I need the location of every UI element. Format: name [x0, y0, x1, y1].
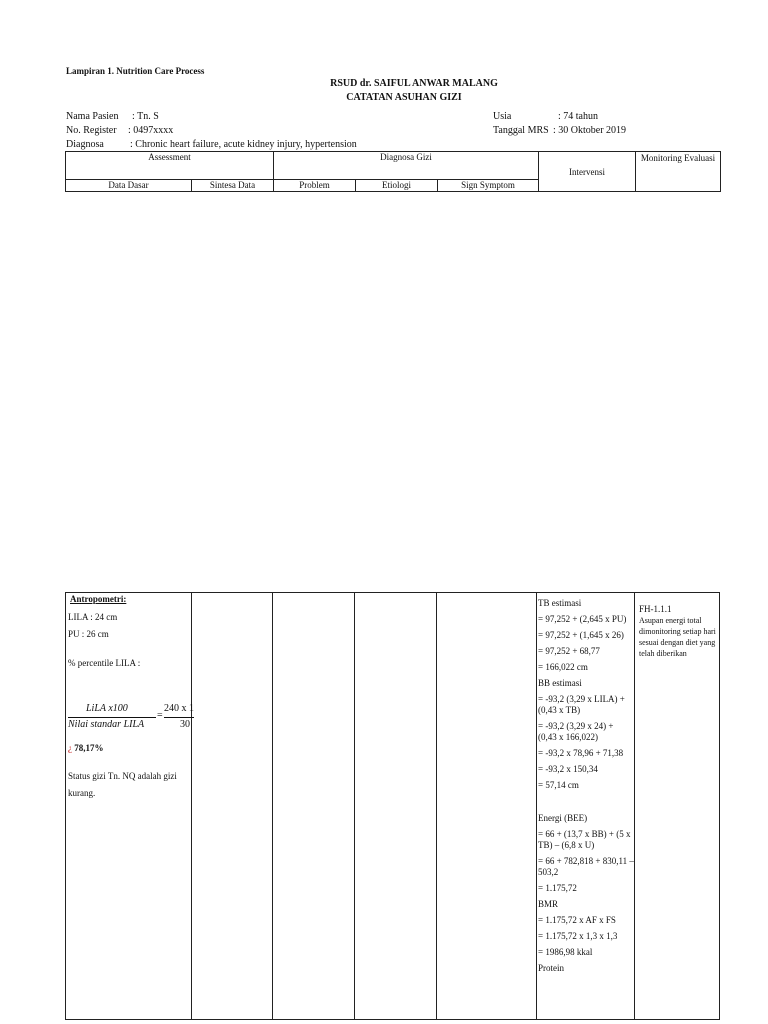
pu-value: PU : 26 cm: [68, 629, 109, 639]
document-title: CATATAN ASUHAN GIZI: [346, 92, 462, 103]
intervensi-header: Intervensi: [539, 152, 636, 192]
formula-denominator: Nilai standar LILA: [68, 719, 145, 730]
formula-equals: =: [157, 710, 163, 721]
antropometri-heading: Antropometri:: [70, 594, 127, 604]
problem-header: Problem: [274, 180, 356, 192]
diagnosa-gizi-header: Diagnosa Gizi: [274, 152, 539, 180]
mrs-date-label: Tanggal MRS: [493, 125, 549, 136]
intervensi-line: = 1986,98 kkal: [538, 947, 593, 957]
attachment-title: Lampiran 1. Nutrition Care Process: [66, 66, 205, 76]
formula-rhs-numerator: 240 x 1: [164, 703, 194, 714]
lila-value: LILA : 24 cm: [68, 612, 118, 622]
monitoring-code: FH-1.1.1: [639, 604, 672, 614]
monitoring-text: Asupan energi total dimonitoring setiap hari sesuai dengan diet yang telah diberikan: [639, 616, 716, 658]
diagnosis-label: Diagnosa: [66, 139, 104, 150]
data-dasar-header: Data Dasar: [66, 180, 192, 192]
intervensi-line: = 66 + (13,7 x BB) + (5 x TB) – (6,8 x U): [538, 829, 631, 850]
intervensi-line: = 97,252 + (1,645 x 26): [538, 630, 624, 640]
lila-result: ¿ 78,17%: [68, 743, 104, 753]
intervensi-line: BB estimasi: [538, 678, 582, 688]
sintesa-data-header: Sintesa Data: [192, 180, 274, 192]
intervensi-line: = 1.175,72 x 1,3 x 1,3: [538, 931, 618, 941]
sign-symptom-header: Sign Symptom: [438, 180, 539, 192]
percentile-label: % percentile LILA :: [68, 658, 141, 668]
mrs-date-value: : 30 Oktober 2019: [553, 125, 627, 136]
intervensi-line: = 57,14 cm: [538, 780, 579, 790]
formula-rhs-denominator: 30: [180, 719, 190, 730]
age-value: : 74 tahun: [558, 111, 598, 122]
patient-name-label: Nama Pasien: [66, 111, 119, 122]
intervensi-line: = -93,2 (3,29 x LILA) + (0,43 x TB): [538, 694, 625, 715]
intervensi-line: = -93,2 x 150,34: [538, 764, 598, 774]
age-label: Usia: [493, 111, 512, 122]
diagnosis-value: : Chronic heart failure, acute kidney injury, hypertension: [130, 139, 357, 150]
etiologi-header: Etiologi: [356, 180, 438, 192]
intervensi-line: = 97,252 + 68,77: [538, 646, 600, 656]
intervensi-cell: [538, 598, 634, 979]
intervensi-line: Energi (BEE): [538, 813, 588, 823]
intervensi-line: = -93,2 x 78,96 + 71,38: [538, 748, 624, 758]
intervensi-line: = 66 + 782,818 + 830,11 – 503,2: [538, 856, 634, 877]
intervensi-line: = 1.175,72: [538, 883, 577, 893]
lila-formula: [68, 700, 194, 736]
intervensi-line: BMR: [538, 899, 559, 909]
hospital-name: RSUD dr. SAIFUL ANWAR MALANG: [330, 78, 498, 89]
result-marker: ¿: [68, 743, 72, 753]
monitoring-cell: [639, 604, 719, 659]
intervensi-line: = 166,022 cm: [538, 662, 588, 672]
nutrition-status: Status gizi Tn. NQ adalah gizi kurang.: [68, 771, 177, 798]
formula-numerator: LiLA x100: [86, 703, 128, 714]
care-table-header: [65, 151, 721, 192]
intervensi-line: [538, 796, 634, 807]
intervensi-line: TB estimasi: [538, 598, 582, 608]
monitoring-header: Monitoring Evaluasi: [636, 152, 721, 192]
intervensi-line: = 97,252 + (2,645 x PU): [538, 614, 627, 624]
intervensi-line: = 1.175,72 x AF x FS: [538, 915, 616, 925]
intervensi-line: Protein: [538, 963, 564, 973]
intervensi-line: = -93,2 (3,29 x 24) + (0,43 x 166,022): [538, 721, 614, 742]
register-value: : 0497xxxx: [128, 125, 174, 136]
register-label: No. Register: [66, 125, 117, 136]
assessment-header: Assessment: [66, 152, 274, 180]
patient-name-value: : Tn. S: [132, 111, 159, 122]
